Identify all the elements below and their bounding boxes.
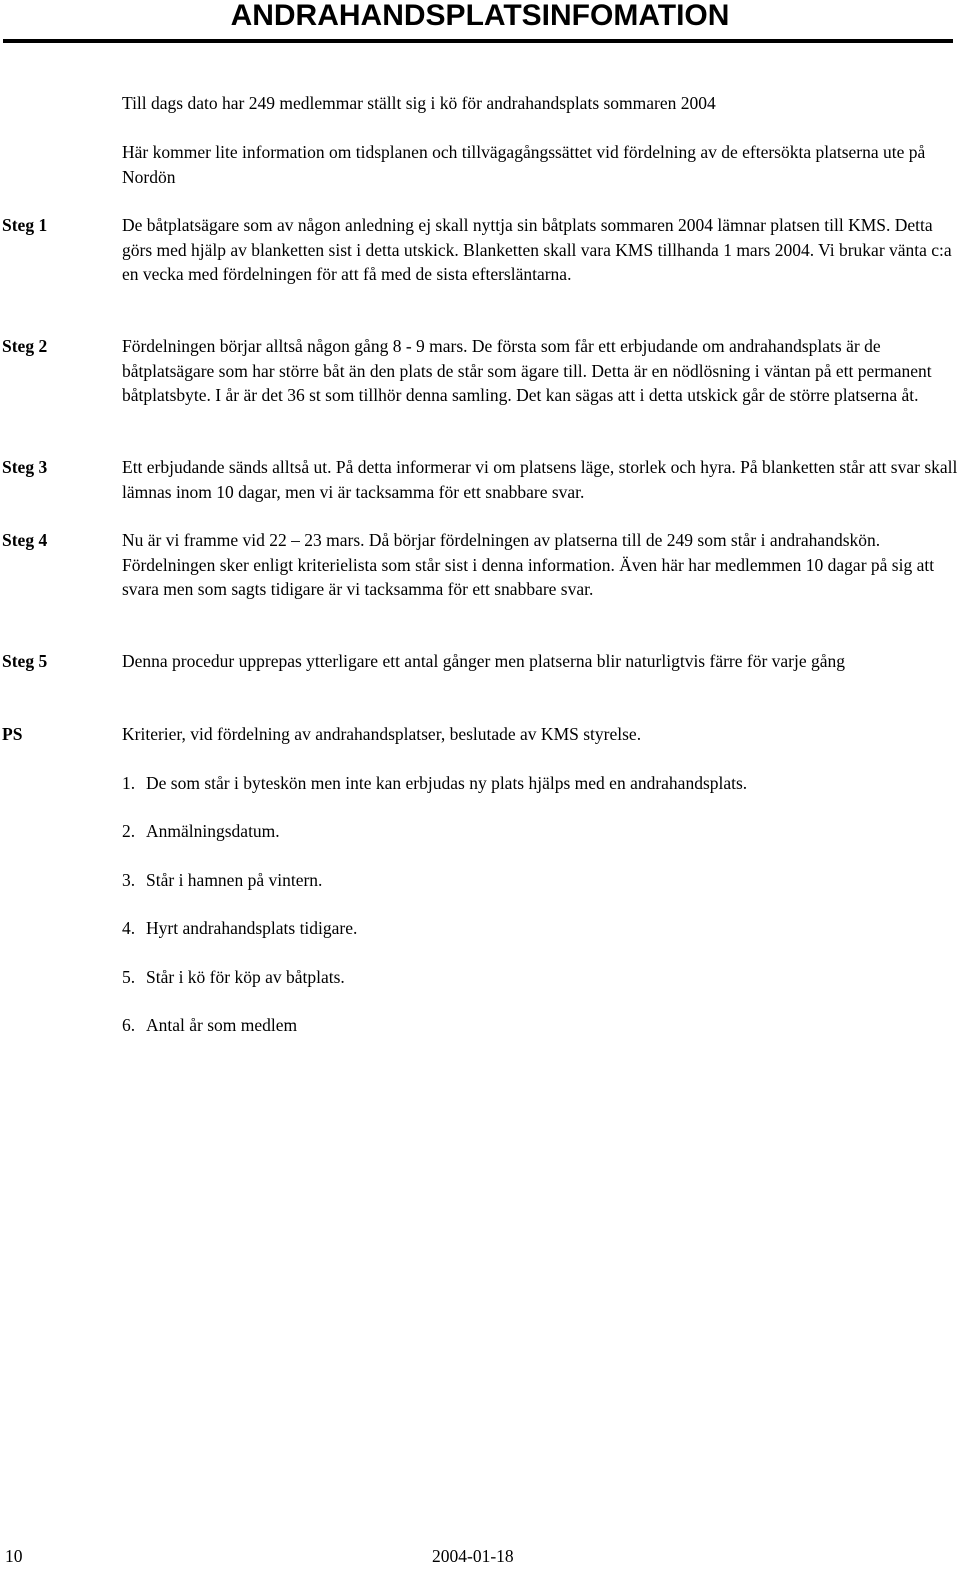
criterion-number: 6. — [122, 1015, 136, 1035]
criterion-text: Står i hamnen på vintern. — [146, 870, 323, 890]
intro-line-2: Här kommer lite information om tidsplanen och tillvägagångssättet vid fördelning av de eftersökta platserna ute på Nordön — [122, 142, 926, 187]
step-1-label: Steg 1 — [2, 215, 48, 235]
criterion-item — [122, 965, 922, 990]
step-2-label: Steg 2 — [2, 336, 48, 356]
step-3-label: Steg 3 — [2, 457, 48, 477]
criterion-number: 3. — [122, 870, 136, 890]
criterion-text: Anmälningsdatum. — [146, 821, 280, 841]
step-2-text: Fördelningen börjar alltså någon gång 8 - 9 mars. De första som får ett erbjudande om andrahandsplats är de båtplatsägare som har större båt än den plats de står som ägare till. Detta är en nödlösning i väntan på ett permanent båtplatsbyte. I år är det 36 st som tillhör denna samling. Det kan sägas att i detta utskick går de större platserna åt. — [122, 336, 932, 405]
criterion-number: 1. — [122, 773, 136, 793]
step-4-text: Nu är vi framme vid 22 – 23 mars. Då börjar fördelningen av platserna till de 249 som står i andrahandskön. Fördelningen sker enligt kriterielista som står sist i denna information. Även här har medlemmen 10 dagar på sig att svara men som sagts tidigare är vi tacksamma för ett snabbare svar. — [122, 530, 935, 599]
criterion-item — [122, 819, 922, 844]
criterion-text: Hyrt andrahandsplats tidigare. — [146, 918, 358, 938]
criterion-text: De som står i byteskön men inte kan erbjudas ny plats hjälps med en andrahandsplats. — [146, 773, 748, 793]
footer-date: 2004-01-18 — [432, 1546, 514, 1566]
step-1-text: De båtplatsägare som av någon anledning ej skall nyttja sin båtplats sommaren 2004 lämnar platsen till KMS. Detta görs med hjälp av blanketten sist i detta utskick. Blanketten skall vara KMS tillhanda 1 mars 2004. Vi brukar vänta c:a en vecka med fördelningen för att få med de sista eftersläntarna. — [122, 215, 952, 284]
title-divider — [3, 39, 953, 43]
criterion-number: 2. — [122, 821, 136, 841]
criterion-item — [122, 868, 922, 893]
criterion-item — [122, 771, 922, 796]
page-number: 10 — [5, 1546, 23, 1566]
step-5-label: Steg 5 — [2, 651, 48, 671]
ps-label: PS — [2, 724, 23, 744]
criterion-number: 4. — [122, 918, 136, 938]
criterion-number: 5. — [122, 967, 136, 987]
intro-line-1: Till dags dato har 249 medlemmar ställt sig i kö för andrahandsplats sommaren 2004 — [122, 93, 716, 113]
page-title: ANDRAHANDSPLATSINFOMATION — [230, 0, 730, 32]
ps-text: Kriterier, vid fördelning av andrahandsplatser, beslutade av KMS styrelse. — [122, 724, 642, 744]
step-5-text: Denna procedur upprepas ytterligare ett antal gånger men platserna blir naturligtvis färre för varje gång — [122, 651, 846, 671]
step-4-label: Steg 4 — [2, 530, 48, 550]
criterion-text: Antal år som medlem — [146, 1015, 298, 1035]
criterion-item — [122, 916, 922, 941]
criterion-text: Står i kö för köp av båtplats. — [146, 967, 345, 987]
criterion-item — [122, 1013, 922, 1038]
step-3-text: Ett erbjudande sänds alltså ut. På detta informerar vi om platsens läge, storlek och hyra. På blanketten står att svar skall lämnas inom 10 dagar, men vi är tacksamma för ett snabbare svar. — [122, 457, 958, 502]
